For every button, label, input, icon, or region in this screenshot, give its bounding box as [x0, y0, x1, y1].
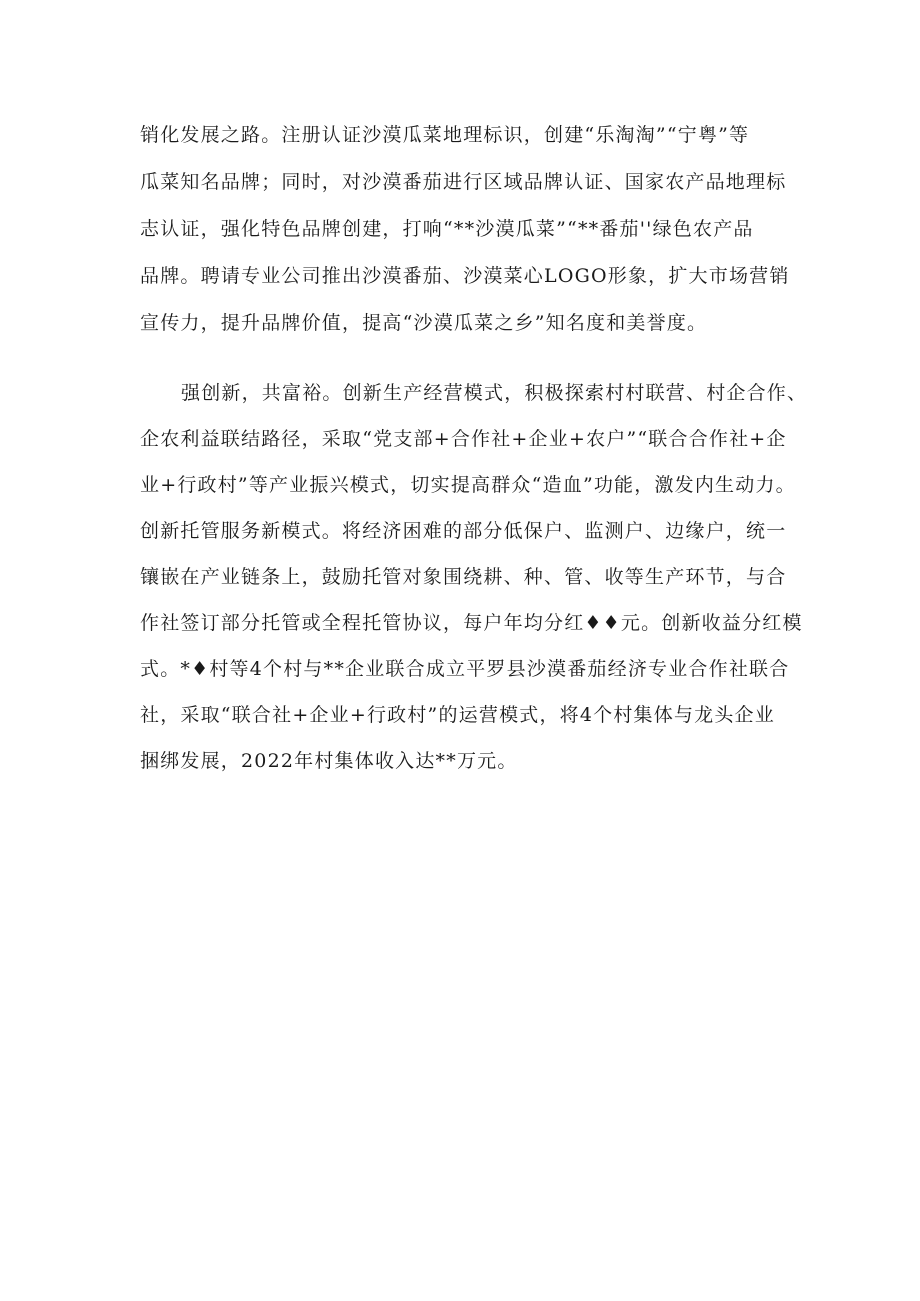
text-line: 销化发展之路。注册认证沙漠瓜菜地理标识，创建“乐淘淘”“宁粤”等: [140, 124, 750, 146]
text-line: 志认证，强化特色品牌创建，打响“**沙漠瓜菜”“**番茄''绿色农产品: [140, 218, 754, 240]
text-line: 强创新，共富裕。创新生产经营模式，积极探索村村联营、村企合作、: [181, 382, 808, 404]
text-line: 企农利益联结路径，采取“党支部+合作社+企业+农户”“联合合作社+企: [140, 428, 787, 450]
text-line: 创新托管服务新模式。将经济困难的部分低保户、监测户、边缘户，统一: [140, 520, 787, 542]
text-line: 式。*♦村等4个村与**企业联合成立平罗县沙漠番茄经济专业合作社联合: [140, 658, 790, 680]
text-line: 品牌。聘请专业公司推出沙漠番茄、沙漠菜心LOGO形象，扩大市场营销: [140, 265, 790, 287]
text-line: 宣传力，提升品牌价值，提高“沙漠瓜菜之乡”知名度和美誉度。: [140, 312, 708, 334]
text-line: 镶嵌在产业链条上，鼓励托管对象围绕耕、种、管、收等生产环节，与合: [140, 566, 787, 588]
text-line: 捆绑发展，2022年村集体收入达**万元。: [140, 750, 518, 772]
text-line: 作社签订部分托管或全程托管协议，每户年均分红♦♦元。创新收益分红模: [140, 612, 803, 634]
text-line: 社，采取“联合社+企业+行政村”的运营模式，将4个村集体与龙头企业: [140, 704, 775, 726]
text-line: 业+行政村”等产业振兴模式，切实提高群众“造血”功能，激发内生动力。: [140, 474, 796, 496]
text-line: 瓜菜知名品牌；同时，对沙漠番茄进行区域品牌认证、国家农产品地理标: [140, 171, 787, 193]
